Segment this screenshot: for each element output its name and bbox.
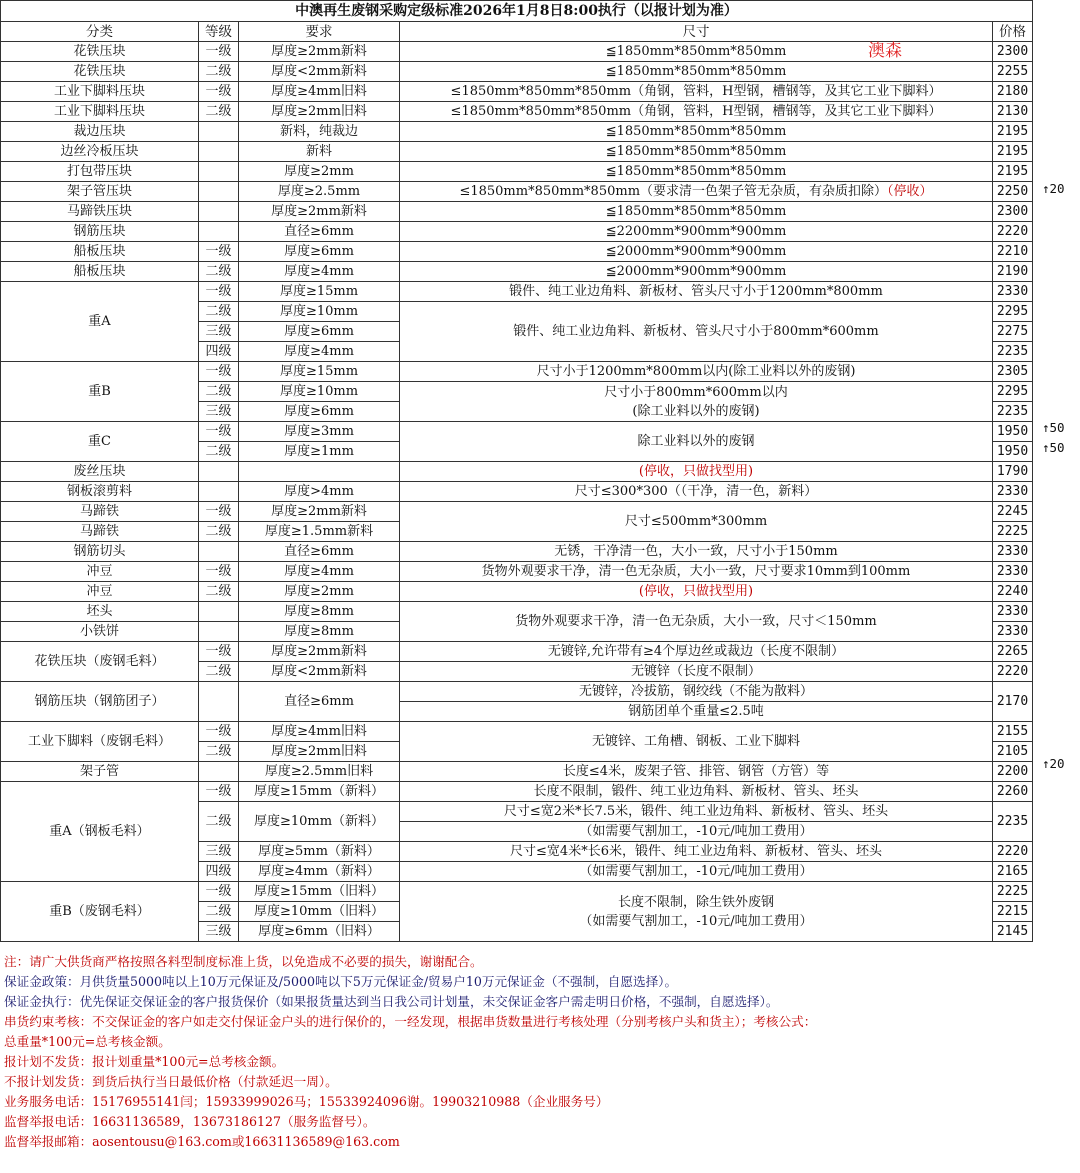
grade-cell: 一级 xyxy=(199,242,239,262)
size-line: 长度不限制，除生铁外废钢 xyxy=(617,894,774,910)
size-text: ≦1850mm*850mm*850mm xyxy=(605,43,787,59)
price-cell: 2220 xyxy=(993,222,1033,242)
grade-cell: 三级 xyxy=(199,402,239,422)
category-cell: 小铁饼 xyxy=(1,622,199,642)
grade-cell: 一级 xyxy=(199,282,239,302)
size-cell: 无镀锌、工角槽、钢板、工业下脚料 xyxy=(400,722,993,762)
table-row xyxy=(1,222,1033,242)
table-row xyxy=(1,482,1033,502)
price-cell: 2235 xyxy=(993,802,1033,842)
requirement-cell: 厚度≥4mm xyxy=(239,342,400,362)
grade-cell xyxy=(199,762,239,782)
grade-cell: 二级 xyxy=(199,442,239,462)
grade-cell: 二级 xyxy=(199,262,239,282)
category-cell: 坯头 xyxy=(1,602,199,622)
size-text: ≦1850mm*850mm*850mm xyxy=(605,123,787,139)
size-note: （停收） xyxy=(887,183,933,199)
size-cell: 无镀锌，冷拔筋，钢绞线（不能为散料） xyxy=(400,682,993,702)
size-text: ≦1850mm*850mm*850mm xyxy=(605,143,787,159)
category-cell: 重B（废钢毛料） xyxy=(1,882,199,942)
size-cell xyxy=(400,62,993,82)
table-row xyxy=(1,262,1033,282)
requirement-cell: 厚度≥6mm xyxy=(239,322,400,342)
price-change-badge: ↑50 xyxy=(1042,440,1065,455)
grade-cell: 三级 xyxy=(199,842,239,862)
page-title: 中澳再生废钢采购定级标准2026年1月8日8:00执行（以报计划为准） xyxy=(1,1,1033,22)
grade-cell: 四级 xyxy=(199,342,239,362)
requirement-cell: 厚度≥2mm xyxy=(239,162,400,182)
grade-cell: 二级 xyxy=(199,382,239,402)
grade-cell xyxy=(199,142,239,162)
requirement-cell: 厚度≥8mm xyxy=(239,602,400,622)
price-cell: 2330 xyxy=(993,482,1033,502)
price-cell: 2220 xyxy=(993,662,1033,682)
requirement-cell: 厚度≥15mm（旧料） xyxy=(239,882,400,902)
price-change-badge: ↑20 xyxy=(1042,756,1065,771)
requirement-cell: 厚度<2mm新料 xyxy=(239,662,400,682)
size-cell xyxy=(400,262,993,282)
price-cell: 2235 xyxy=(993,342,1033,362)
price-cell: 1790 xyxy=(993,462,1033,482)
requirement-cell: 厚度≥2.5mm xyxy=(239,182,400,202)
category-cell: 打包带压块 xyxy=(1,162,199,182)
size-text: ≤1850mm*850mm*850mm（角钢，管料，H型钢，槽钢等，及其它工业下脚料） xyxy=(450,83,942,99)
requirement-cell: 厚度≥8mm xyxy=(239,622,400,642)
size-cell xyxy=(400,882,993,942)
grade-cell: 二级 xyxy=(199,302,239,322)
table-row xyxy=(1,162,1033,182)
size-text: ≦2200mm*900mm*900mm xyxy=(605,223,787,239)
grade-cell xyxy=(199,482,239,502)
category-cell: 马蹄铁压块 xyxy=(1,202,199,222)
category-cell: 船板压块 xyxy=(1,242,199,262)
size-cell: 锻件、纯工业边角料、新板材、管头尺寸小于1200mm*800mm xyxy=(400,282,993,302)
grade-cell xyxy=(199,602,239,622)
size-cell: 货物外观要求干净，清一色无杂质，大小一致，尺寸要求10mm到100mm xyxy=(400,562,993,582)
category-cell: 工业下脚料压块 xyxy=(1,102,199,122)
size-cell: 尺寸小于1200mm*800mm以内(除工业料以外的废钢) xyxy=(400,362,993,382)
table-row xyxy=(1,122,1033,142)
table-row xyxy=(1,82,1033,102)
category-cell: 边丝冷板压块 xyxy=(1,142,199,162)
grade-cell: 三级 xyxy=(199,922,239,942)
category-cell: 船板压块 xyxy=(1,262,199,282)
category-cell: 重A xyxy=(1,282,199,362)
price-cell: 2170 xyxy=(993,682,1033,722)
category-cell: 工业下脚料（废钢毛料） xyxy=(1,722,199,762)
size-cell: 尺寸≤500mm*300mm xyxy=(400,502,993,542)
note-line: 保证金政策：月供货量5000吨以上10万元保证及/5000吨以下5万元保证金/贸易户10万元保证金（不强制，自愿选择）。 xyxy=(4,974,678,989)
category-cell: 花铁压块 xyxy=(1,42,199,62)
size-cell xyxy=(400,202,993,222)
grade-cell xyxy=(199,462,239,482)
requirement-cell: 厚度≥2mm xyxy=(239,582,400,602)
requirement-cell: 直径≥6mm xyxy=(239,682,400,722)
price-cell: 2300 xyxy=(993,202,1033,222)
grade-cell: 一级 xyxy=(199,42,239,62)
category-cell: 架子管压块 xyxy=(1,182,199,202)
requirement-cell: 厚度≥15mm（新料） xyxy=(239,782,400,802)
grade-cell: 一级 xyxy=(199,562,239,582)
price-cell: 2330 xyxy=(993,602,1033,622)
category-cell: 裁边压块 xyxy=(1,122,199,142)
grade-cell xyxy=(199,122,239,142)
requirement-cell: 新料 xyxy=(239,142,400,162)
grade-cell: 二级 xyxy=(199,522,239,542)
size-cell: 尺寸≤300*300（（干净，清一色，新料） xyxy=(400,482,993,502)
price-cell: 2295 xyxy=(993,382,1033,402)
grade-cell xyxy=(199,622,239,642)
size-text: ≤1850mm*850mm*850mm（角钢，管料，H型钢，槽钢等，及其它工业下脚料） xyxy=(450,103,942,119)
size-text: ≤1850mm*850mm*850mm（要求清一色架子管无杂质，有杂质扣除） xyxy=(459,183,888,199)
size-cell xyxy=(400,382,993,422)
note-line: 注：请广大供货商严格按照各料型制度标准上货，以免造成不必要的损失，谢谢配合。 xyxy=(4,954,483,969)
requirement-cell: 厚度≥15mm xyxy=(239,282,400,302)
grade-cell: 二级 xyxy=(199,902,239,922)
price-cell: 1950 xyxy=(993,422,1033,442)
price-cell: 2195 xyxy=(993,162,1033,182)
requirement-cell: 厚度≥10mm xyxy=(239,382,400,402)
table-row xyxy=(1,142,1033,162)
notes-section xyxy=(4,952,1074,1152)
price-cell: 2195 xyxy=(993,122,1033,142)
price-cell: 2235 xyxy=(993,402,1033,422)
category-cell: 钢筋压块（钢筋团子） xyxy=(1,682,199,722)
category-cell: 重C xyxy=(1,422,199,462)
grade-cell: 四级 xyxy=(199,862,239,882)
size-line: (除工业料以外的废钢) xyxy=(632,403,760,419)
category-cell: 花铁压块 xyxy=(1,62,199,82)
size-cell xyxy=(400,162,993,182)
grade-cell: 一级 xyxy=(199,782,239,802)
size-cell: (停收，只做找型用) xyxy=(400,582,993,602)
size-text: ≦2000mm*900mm*900mm xyxy=(605,243,787,259)
price-cell: 2240 xyxy=(993,582,1033,602)
category-cell: 工业下脚料压块 xyxy=(1,82,199,102)
size-cell: 尺寸≤宽2米*长7.5米，锻件、纯工业边角料、新板材、管头、坯头 xyxy=(400,802,993,822)
requirement-cell: 厚度≥4mm旧料 xyxy=(239,82,400,102)
note-line: 总重量*100元=总考核金额。 xyxy=(4,1034,171,1049)
price-cell: 2200 xyxy=(993,762,1033,782)
requirement-cell: 新料，纯裁边 xyxy=(239,122,400,142)
size-cell: (停收，只做找型用) xyxy=(400,462,993,482)
grade-cell: 二级 xyxy=(199,802,239,842)
price-cell: 2130 xyxy=(993,102,1033,122)
price-cell: 2195 xyxy=(993,142,1033,162)
requirement-cell: 厚度≥15mm xyxy=(239,362,400,382)
requirement-cell: 厚度≥10mm（旧料） xyxy=(239,902,400,922)
size-cell: 无镀锌,允许带有≥4个厚边丝或裁边（长度不限制） xyxy=(400,642,993,662)
header-requirement: 要求 xyxy=(239,22,400,42)
price-cell: 2330 xyxy=(993,542,1033,562)
price-cell: 2145 xyxy=(993,922,1033,942)
category-cell: 花铁压块（废钢毛料） xyxy=(1,642,199,682)
requirement-cell: 厚度≥6mm（旧料） xyxy=(239,922,400,942)
size-cell: 无镀锌（长度不限制） xyxy=(400,662,993,682)
requirement-cell xyxy=(239,462,400,482)
grade-cell xyxy=(199,682,239,722)
requirement-cell: 厚度≥10mm（新料） xyxy=(239,802,400,842)
requirement-cell: 厚度≥4mm（新料） xyxy=(239,862,400,882)
price-cell: 2255 xyxy=(993,62,1033,82)
table-row xyxy=(1,102,1033,122)
note-line: 串货约束考核：不交保证金的客户如走交付保证金户头的进行保价的，一经发现，根据串货数量进行考核处理（分别考核户头和货主）；考核公式： xyxy=(4,1014,817,1029)
size-cell: 锻件、纯工业边角料、新板材、管头尺寸小于800mm*600mm xyxy=(400,302,993,362)
requirement-cell: 厚度≥1mm xyxy=(239,442,400,462)
header-size: 尺寸 xyxy=(400,22,993,42)
requirement-cell: 厚度<2mm新料 xyxy=(239,62,400,82)
category-cell: 马蹄铁 xyxy=(1,522,199,542)
requirement-cell: 厚度≥2.5mm旧料 xyxy=(239,762,400,782)
size-cell: 长度不限制，锻件、纯工业边角料、新板材、管头、坯头 xyxy=(400,782,993,802)
category-cell: 钢筋切头 xyxy=(1,542,199,562)
grade-cell xyxy=(199,162,239,182)
grade-cell: 一级 xyxy=(199,362,239,382)
grade-cell xyxy=(199,542,239,562)
grade-cell: 一级 xyxy=(199,722,239,742)
table-row xyxy=(1,242,1033,262)
price-cell: 2210 xyxy=(993,242,1033,262)
price-cell: 2155 xyxy=(993,722,1033,742)
note-line: 不报计划发货：到货后执行当日最低价格（付款延迟一周）。 xyxy=(4,1074,338,1089)
size-cell xyxy=(400,242,993,262)
price-cell: 2165 xyxy=(993,862,1033,882)
requirement-cell: 厚度≥2mm新料 xyxy=(239,642,400,662)
size-cell xyxy=(400,182,993,202)
table-row xyxy=(1,182,1033,202)
requirement-cell: 厚度≥2mm新料 xyxy=(239,502,400,522)
size-cell: 长度≤4米，废架子管、排管、钢管（方管）等 xyxy=(400,762,993,782)
requirement-cell: 厚度≥2mm旧料 xyxy=(239,742,400,762)
size-text: ≦1850mm*850mm*850mm xyxy=(605,203,787,219)
table-row xyxy=(1,202,1033,222)
size-line: （如需要气割加工，-10元/吨加工费用） xyxy=(579,913,813,929)
price-cell: 2215 xyxy=(993,902,1033,922)
size-cell: 尺寸≤宽4米*长6米，锻件、纯工业边角料、新板材、管头、坯头 xyxy=(400,842,993,862)
size-cell xyxy=(400,82,993,102)
grade-cell: 二级 xyxy=(199,102,239,122)
requirement-cell: 直径≥6mm xyxy=(239,222,400,242)
price-cell: 2245 xyxy=(993,502,1033,522)
grade-cell: 一级 xyxy=(199,502,239,522)
size-text: ≦1850mm*850mm*850mm xyxy=(605,63,787,79)
size-cell: （如需要气割加工，-10元/吨加工费用） xyxy=(400,822,993,842)
requirement-cell: 厚度>4mm xyxy=(239,482,400,502)
size-cell: （如需要气割加工，-10元/吨加工费用） xyxy=(400,862,993,882)
category-cell: 废丝压块 xyxy=(1,462,199,482)
size-cell xyxy=(400,142,993,162)
requirement-cell: 厚度≥3mm xyxy=(239,422,400,442)
requirement-cell: 直径≥6mm xyxy=(239,542,400,562)
requirement-cell: 厚度≥10mm xyxy=(239,302,400,322)
grade-cell: 一级 xyxy=(199,882,239,902)
category-cell: 重A（钢板毛料） xyxy=(1,782,199,882)
category-cell: 架子管 xyxy=(1,762,199,782)
price-change-badge: ↑20 xyxy=(1042,181,1065,196)
requirement-cell: 厚度≥4mm旧料 xyxy=(239,722,400,742)
note-line: 报计划不发货：报计划重量*100元=总考核金额。 xyxy=(4,1054,285,1069)
table-row xyxy=(1,62,1033,82)
price-cell: 2250 xyxy=(993,182,1033,202)
requirement-cell: 厚度≥2mm新料 xyxy=(239,202,400,222)
category-cell: 冲豆 xyxy=(1,562,199,582)
grade-cell: 二级 xyxy=(199,582,239,602)
price-cell: 2330 xyxy=(993,282,1033,302)
size-cell: 货物外观要求干净，清一色无杂质，大小一致，尺寸＜150mm xyxy=(400,602,993,642)
table-row xyxy=(1,462,1033,482)
grade-cell xyxy=(199,182,239,202)
price-cell: 2265 xyxy=(993,642,1033,662)
header-category: 分类 xyxy=(1,22,199,42)
header-grade: 等级 xyxy=(199,22,239,42)
size-text: ≦2000mm*900mm*900mm xyxy=(605,263,787,279)
category-cell: 钢筋压块 xyxy=(1,222,199,242)
price-cell: 2105 xyxy=(993,742,1033,762)
price-cell: 2225 xyxy=(993,522,1033,542)
category-cell: 钢板滚剪料 xyxy=(1,482,199,502)
price-cell: 2275 xyxy=(993,322,1033,342)
price-cell: 2330 xyxy=(993,622,1033,642)
price-cell: 2300 xyxy=(993,42,1033,62)
size-cell: 钢筋团单个重量≤2.5吨 xyxy=(400,702,993,722)
grade-cell: 一级 xyxy=(199,642,239,662)
grade-cell: 二级 xyxy=(199,62,239,82)
grade-cell: 二级 xyxy=(199,662,239,682)
note-line: 监督举报邮箱：aosentousu@163.com或16631136589@163.com xyxy=(4,1134,400,1149)
grade-cell: 三级 xyxy=(199,322,239,342)
price-cell: 2190 xyxy=(993,262,1033,282)
header-price: 价格 xyxy=(993,22,1033,42)
price-cell: 2180 xyxy=(993,82,1033,102)
category-cell: 重B xyxy=(1,362,199,422)
grade-cell: 一级 xyxy=(199,82,239,102)
size-cell xyxy=(400,122,993,142)
size-cell xyxy=(400,102,993,122)
category-cell: 马蹄铁 xyxy=(1,502,199,522)
requirement-cell: 厚度≥6mm xyxy=(239,242,400,262)
price-cell: 2220 xyxy=(993,842,1033,862)
requirement-cell: 厚度≥6mm xyxy=(239,402,400,422)
requirement-cell: 厚度≥2mm新料 xyxy=(239,42,400,62)
size-cell xyxy=(400,222,993,242)
note-line: 监督举报电话：16631136589，13673186127（服务监督号）。 xyxy=(4,1114,376,1129)
size-cell: 无锈，干净清一色，大小一致，尺寸小于150mm xyxy=(400,542,993,562)
note-line: 保证金执行：优先保证交保证金的客户报货保价（如果报货量达到当日我公司计划量，未交保证金客户需走明日价格，不强制，自愿选择）。 xyxy=(4,994,779,1009)
size-cell xyxy=(400,42,993,62)
price-cell: 2295 xyxy=(993,302,1033,322)
requirement-cell: 厚度≥2mm旧料 xyxy=(239,102,400,122)
requirement-cell: 厚度≥4mm xyxy=(239,262,400,282)
category-cell: 冲豆 xyxy=(1,582,199,602)
grade-cell: 一级 xyxy=(199,422,239,442)
requirement-cell: 厚度≥5mm（新料） xyxy=(239,842,400,862)
price-cell: 2305 xyxy=(993,362,1033,382)
note-line: 业务服务电话：15176955141闫；15933999026马；15533924096谢。19903210988（企业服务号） xyxy=(4,1094,609,1109)
price-cell: 2330 xyxy=(993,562,1033,582)
price-cell: 2225 xyxy=(993,882,1033,902)
grade-cell xyxy=(199,202,239,222)
size-line: 尺寸小于800mm*600mm以内 xyxy=(604,384,788,400)
grade-cell: 二级 xyxy=(199,742,239,762)
price-cell: 2260 xyxy=(993,782,1033,802)
requirement-cell: 厚度≥4mm xyxy=(239,562,400,582)
brand-mark: 澳森 xyxy=(868,41,902,61)
grade-cell xyxy=(199,222,239,242)
size-cell: 除工业料以外的废钢 xyxy=(400,422,993,462)
requirement-cell: 厚度≥1.5mm新料 xyxy=(239,522,400,542)
price-cell: 1950 xyxy=(993,442,1033,462)
price-change-badge: ↑50 xyxy=(1042,420,1065,435)
size-text: ≦1850mm*850mm*850mm xyxy=(605,163,787,179)
